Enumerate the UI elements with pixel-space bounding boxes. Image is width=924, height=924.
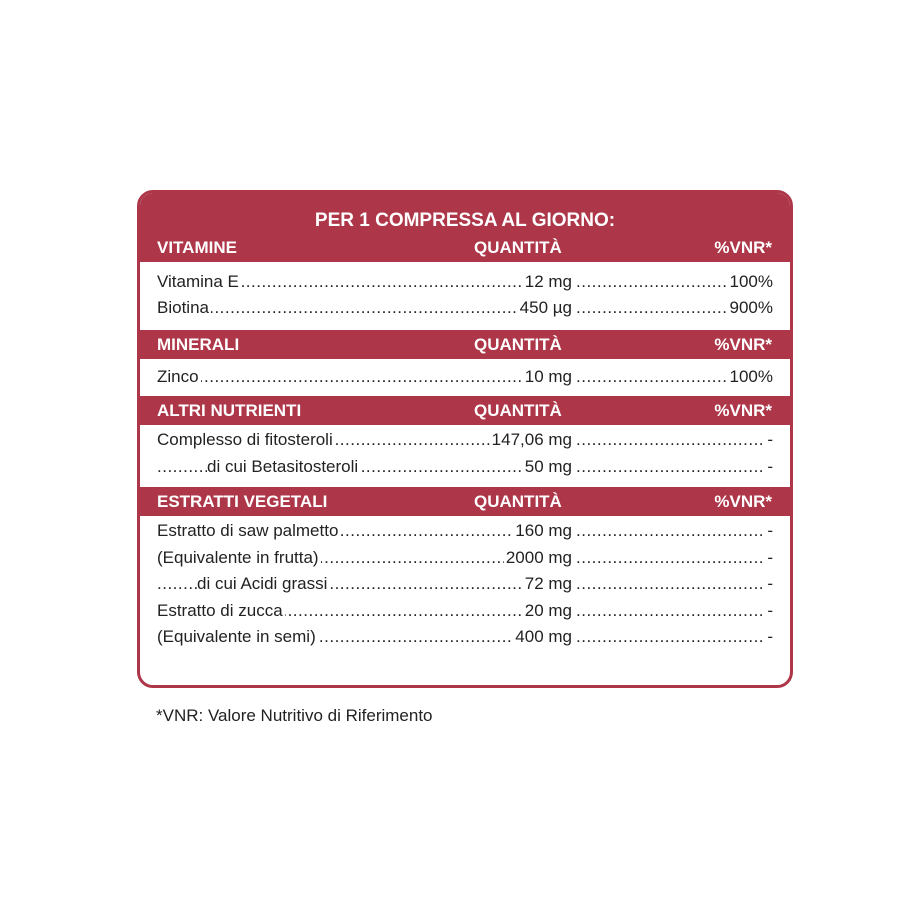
section-name: MINERALI: [157, 335, 240, 354]
nutrient-name: (Equivalente in frutta): [157, 545, 321, 571]
section-body-vitamine: [140, 262, 790, 330]
table-row: [140, 364, 790, 390]
table-row: [140, 571, 790, 597]
section-body-estratti-vegetali: [140, 516, 790, 672]
vnr-header: %VNR*: [714, 238, 772, 257]
section-header-altri-nutrienti: [140, 396, 790, 425]
nutrient-vnr: -: [765, 598, 773, 624]
nutrient-qty: 50 mg: [523, 454, 572, 480]
nutrient-vnr: 900%: [728, 295, 773, 321]
table-row: [140, 518, 790, 544]
vnr-header: %VNR*: [714, 401, 772, 420]
nutrient-vnr: 100%: [728, 269, 773, 295]
nutrient-vnr: -: [765, 545, 773, 571]
qty-header: QUANTITÀ: [474, 238, 562, 257]
section-name: VITAMINE: [157, 238, 237, 257]
qty-header: QUANTITÀ: [474, 335, 562, 354]
nutrient-vnr: -: [765, 624, 773, 650]
vnr-header: %VNR*: [714, 335, 772, 354]
nutrient-name: Estratto di zucca: [157, 598, 285, 624]
table-row: [140, 295, 790, 321]
nutrient-vnr: -: [765, 454, 773, 480]
nutrient-name: di cui Acidi grassi: [197, 571, 329, 597]
section-name: ESTRATTI VEGETALI: [157, 492, 328, 511]
nutrient-qty: 147,06 mg: [490, 427, 572, 453]
nutrition-table: [137, 190, 793, 688]
table-title: PER 1 COMPRESSA AL GIORNO:: [140, 193, 790, 233]
nutrient-qty: 400 mg: [513, 624, 572, 650]
table-row: [140, 269, 790, 295]
qty-header: QUANTITÀ: [474, 401, 562, 420]
nutrient-qty: 2000 mg: [504, 545, 572, 571]
nutrient-name: Complesso di fitosteroli: [157, 427, 335, 453]
section-header-vitamine: [140, 233, 790, 262]
section-name: ALTRI NUTRIENTI: [157, 401, 302, 420]
nutrient-qty: 72 mg: [523, 571, 572, 597]
nutrient-name: Zinco: [157, 364, 201, 390]
section-body-altri-nutrienti: [140, 425, 790, 487]
nutrient-qty: 450 µg: [518, 295, 572, 321]
nutrient-qty: 10 mg: [523, 364, 572, 390]
nutrient-qty: 12 mg: [523, 269, 572, 295]
nutrient-name: Biotina: [157, 295, 211, 321]
table-row: [140, 454, 790, 480]
nutrient-vnr: -: [765, 571, 773, 597]
table-row: [140, 427, 790, 453]
footnote: *VNR: Valore Nutritivo di Riferimento: [156, 706, 433, 725]
table-row: [140, 545, 790, 571]
nutrient-name: (Equivalente in semi): [157, 624, 318, 650]
nutrient-vnr: -: [765, 427, 773, 453]
table-row: [140, 624, 790, 650]
nutrient-qty: 20 mg: [523, 598, 572, 624]
nutrient-qty: 160 mg: [513, 518, 572, 544]
nutrient-name: Vitamina E: [157, 269, 241, 295]
section-header-minerali: [140, 330, 790, 359]
qty-header: QUANTITÀ: [474, 492, 562, 511]
nutrient-vnr: -: [765, 518, 773, 544]
section-body-minerali: [140, 359, 790, 396]
nutrient-name: di cui Betasitosteroli: [207, 454, 360, 480]
nutrient-name: Estratto di saw palmetto: [157, 518, 340, 544]
table-row: [140, 598, 790, 624]
vnr-header: %VNR*: [714, 492, 772, 511]
section-header-estratti-vegetali: [140, 487, 790, 516]
nutrient-vnr: 100%: [728, 364, 773, 390]
